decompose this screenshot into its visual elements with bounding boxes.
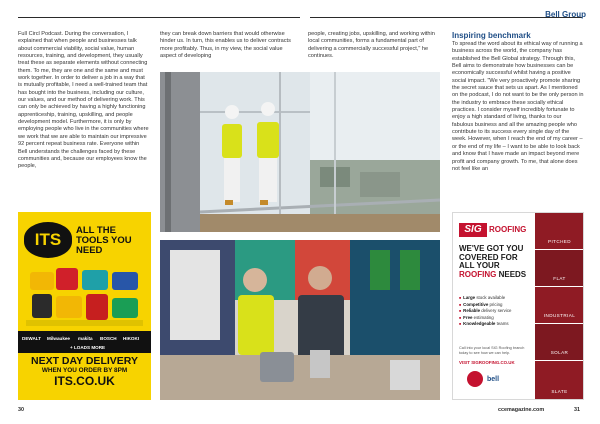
site-url[interactable]: ccemagazine.com — [498, 407, 545, 413]
brand-label: Bell Group — [545, 10, 586, 19]
sig-headline-2: NEEDS — [498, 269, 527, 279]
scaffold-photo-image — [160, 72, 440, 232]
sig-headline — [459, 245, 533, 279]
text-column-1 — [18, 31, 150, 171]
delivery-line2: WHEN YOU ORDER BY 8PM — [41, 367, 128, 374]
tile-solar: SOLAR — [535, 324, 584, 360]
sig-call-text: Call into your local SIG Roofing branch today to see how we can help. — [459, 346, 525, 355]
sig-roofing-advert[interactable] — [452, 212, 584, 400]
sig-tiles — [535, 213, 584, 399]
tile-slate: SLATE — [535, 361, 584, 399]
page-number-left: 30 — [18, 407, 24, 413]
tile-pitched: PITCHED — [535, 213, 584, 249]
photo-apprentices — [160, 240, 440, 400]
text-column-4 — [452, 31, 584, 173]
body-text-col3: people, creating jobs, upskilling, and working within local communities, forms a fundamental part of delivering a commercially successful project," he continues. — [308, 31, 435, 60]
sig-left-panel — [453, 213, 533, 399]
sig-headline-1: WE'VE GOT YOU COVERED FOR ALL YOUR — [459, 244, 524, 271]
text-column-2 — [160, 31, 292, 60]
sig-logo-mark: SIG — [459, 223, 487, 237]
sig-bullet: ■ Knowledgeable teams — [459, 321, 533, 328]
tile-flat: FLAT — [535, 250, 584, 286]
loads-more: + LOADS MORE — [70, 345, 106, 350]
its-url[interactable]: ITS.CO.UK — [54, 374, 115, 388]
page-number-right: 31 — [574, 407, 580, 413]
sig-logo-word: ROOFING — [489, 225, 527, 234]
its-logo: ITS — [24, 222, 72, 258]
brand-bosch: BOSCH — [100, 336, 117, 341]
body-text-col4: To spread the word about its ethical way of running a business across the world, the company has established the Bell Global strategy. Through this, Bell aims to demonstrate how businesses can be economically successful whilst having a positive social impact. "We very proactively promote sharing the secret sauce that sets us apart. As I mentioned on the podcast, I do not want to be the only person in the industry to embrace these socially ethical practices. I consider myself incredibly fortunate to enjoy a high standard of living, thanks to our fabulous business and all the amazing people who contribute to its success every single day of the week. However, when I reach the end of my career – or the end of my life – I want to be able to look back and know that I have made an impact beyond mere profit and company growth. To me, that alone does not feel like an — [452, 41, 584, 172]
sig-logo — [459, 223, 527, 237]
brand-milwaukee: Milwaukee — [47, 336, 70, 341]
partner-badge-icon — [467, 371, 483, 387]
section-heading: Inspiring benchmark — [452, 31, 531, 40]
brand-dewalt: DEWALT — [22, 336, 42, 341]
text-column-3 — [308, 31, 440, 60]
its-tagline: ALL THE TOOLS YOU NEED — [76, 225, 132, 256]
sig-bullet: ■ Free estimating — [459, 315, 533, 322]
brand-makita: makita — [78, 336, 93, 341]
body-text-col1: Full Circl Podcast. During the conversation, I explained that when people and businesses talk about commercial viability, social value, human resources, training, and development, they usually treat these as separate elements without connecting them. To me, they are one and the same and must work together. In order to deliver a job in a way that is mutually profitable, I need a well-trained team that has bought into the business, including our culture, our values, and our method of delivering work. This can only be achieved by having a highly functioning apprenticeship, training, upskilling, and people development model. Furthermore, it is only by employing people who live in the communities where we work that we are able to maintain our impressive 92 percent repeat business rate. Everyone within Bell understands the challenges faced by these communities and, because our employees know the people, — [18, 31, 149, 170]
brand-hikoki: HIKOKI — [123, 336, 140, 341]
header-rule-right — [310, 17, 582, 18]
sig-headline-red: ROOFING — [459, 269, 497, 279]
power-tools-illustration — [26, 264, 143, 326]
its-delivery-block — [18, 356, 151, 388]
sig-bullet: ■ Competitive pricing — [459, 302, 533, 309]
tile-industrial: INDUSTRIAL — [535, 287, 584, 323]
brand-strip — [18, 331, 151, 353]
sig-bullet: ■ Reliable delivery service — [459, 308, 533, 315]
header-rule-left — [18, 17, 300, 18]
delivery-line1: NEXT DAY DELIVERY — [31, 355, 138, 367]
bell-logo: bell — [487, 376, 500, 383]
sig-url-link[interactable]: VISIT SIGROOFING.CO.UK — [459, 360, 515, 365]
photo-scaffold-workers — [160, 72, 440, 232]
body-text-col2: they can break down barriers that would otherwise hinder us. In turn, this enables us to deliver contracts more profitably. Thus, in my view, the social value aspect of developing — [160, 31, 291, 60]
apprentices-photo-image — [160, 240, 440, 400]
sig-bullet-list — [459, 295, 533, 328]
sig-bullet: ■ Large stock available — [459, 295, 533, 302]
its-advert[interactable] — [18, 212, 151, 400]
